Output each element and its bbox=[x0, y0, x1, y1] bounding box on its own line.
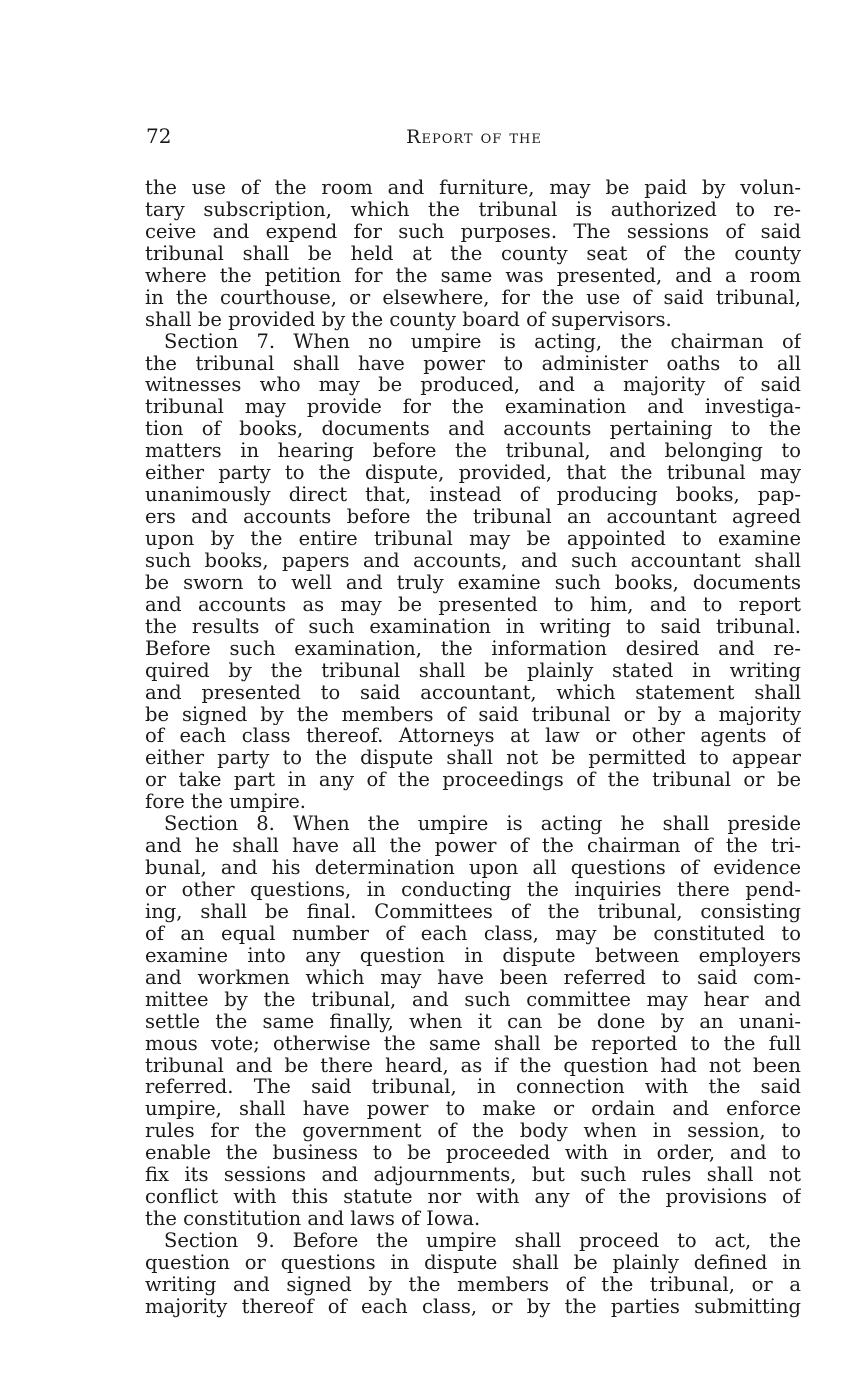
text-line: shall be provided by the county board of supervisors. bbox=[145, 308, 672, 331]
text-line: tary subscription, which the tribunal is authorized to re- bbox=[145, 198, 801, 221]
text-line: witnesses who may be produced, and a majority of said bbox=[145, 374, 801, 397]
text-line: either party to the dispute shall not be permitted to appear bbox=[145, 747, 801, 770]
text-line: where the petition for the same was presented, and a room bbox=[145, 264, 801, 287]
text-line: conflict with this statute nor with any of the provisions of bbox=[145, 1186, 801, 1209]
text-line: either party to the dispute, provided, that the tribunal may bbox=[145, 462, 801, 485]
text-line: bunal, and his determination upon all questions of evidence bbox=[145, 857, 801, 879]
text-line: upon by the entire tribunal may be appointed to examine bbox=[145, 528, 801, 550]
section-first-line: Section 9. Before the umpire shall proceed to act, the bbox=[164, 1230, 801, 1252]
text-line: be sworn to well and truly examine such books, documents bbox=[145, 571, 801, 594]
text-line: ceive and expend for such purposes. The sessions of said bbox=[145, 220, 801, 243]
text-line: the results of such examination in writing to said tribunal. bbox=[145, 615, 801, 638]
text-line: and workmen which may have been referred to said com- bbox=[145, 966, 801, 989]
text-line: or other questions, in conducting the inquiries there pend- bbox=[145, 879, 801, 901]
text-line: tribunal shall be held at the county seat of the county bbox=[145, 242, 801, 265]
text-line: fix its sessions and adjournments, but such rules shall not bbox=[145, 1164, 801, 1187]
text-line: mous vote; otherwise the same shall be reported to the full bbox=[145, 1032, 801, 1055]
text-line: tion of books, documents and accounts pertaining to the bbox=[145, 418, 801, 441]
text-line: matters in hearing before the tribunal, and belonging to bbox=[145, 440, 801, 463]
text-line: ing, shall be final. Committees of the tribunal, consisting bbox=[145, 900, 801, 923]
text-line: rules for the government of the body when in session, to bbox=[145, 1120, 801, 1143]
text-line: umpire, shall have power to make or ordain and enforce bbox=[145, 1098, 801, 1121]
running-title: Report of the bbox=[406, 126, 542, 148]
text-line: and presented to said accountant, which statement shall bbox=[145, 681, 801, 704]
text-line: question or questions in dispute shall be plainly defined in bbox=[145, 1251, 801, 1274]
text-line: Before such examination, the information desired and re- bbox=[145, 637, 801, 660]
text-line: writing and signed by the members of the tribunal, or a bbox=[145, 1273, 801, 1296]
text-line: ers and accounts before the tribunal an accountant agreed bbox=[145, 506, 801, 528]
body-text bbox=[145, 177, 801, 1318]
text-line: quired by the tribunal shall be plainly stated in writing bbox=[145, 659, 801, 682]
text-line: tribunal may provide for the examination and investiga- bbox=[145, 396, 801, 419]
text-line: of an equal number of each class, may be constituted to bbox=[145, 922, 801, 945]
text-line: and accounts as may be presented to him, and to report bbox=[145, 593, 801, 616]
text-line: mittee by the tribunal, and such committee may hear and bbox=[145, 988, 801, 1011]
text-line: such books, papers and accounts, and such accountant shall bbox=[145, 549, 801, 572]
section-first-line: Section 7. When no umpire is acting, the chairman of bbox=[164, 330, 801, 353]
text-line: of each class thereof. Attorneys at law or other agents of bbox=[145, 725, 801, 748]
text-line: the constitution and laws of Iowa. bbox=[145, 1208, 481, 1230]
page-header bbox=[146, 124, 802, 152]
text-line: referred. The said tribunal, in connection with the said bbox=[145, 1076, 801, 1099]
section-first-line: Section 8. When the umpire is acting he shall preside bbox=[164, 813, 801, 836]
text-line: settle the same finally, when it can be done by an unani- bbox=[145, 1010, 801, 1033]
text-line: the use of the room and furniture, may be paid by volun- bbox=[145, 177, 801, 199]
text-line: majority thereof of each class, or by the parties submitting bbox=[145, 1295, 801, 1318]
page-number: 72 bbox=[146, 124, 172, 148]
text-line: tribunal and be there heard, as if the question had not been bbox=[145, 1054, 801, 1077]
text-line: examine into any question in dispute between employers bbox=[145, 944, 801, 967]
text-line: be signed by the members of said tribunal or by a majority bbox=[145, 703, 801, 726]
text-line: in the courthouse, or elsewhere, for the use of said tribunal, bbox=[145, 286, 801, 309]
text-line: or take part in any of the proceedings of the tribunal or be bbox=[145, 769, 801, 792]
text-line: enable the business to be proceeded with in order, and to bbox=[145, 1142, 801, 1165]
text-line: fore the umpire. bbox=[145, 791, 306, 814]
text-line: and he shall have all the power of the chairman of the tri- bbox=[145, 835, 801, 858]
text-line: unanimously direct that, instead of producing books, pap- bbox=[145, 484, 801, 507]
text-line: the tribunal shall have power to administer oaths to all bbox=[145, 352, 801, 375]
